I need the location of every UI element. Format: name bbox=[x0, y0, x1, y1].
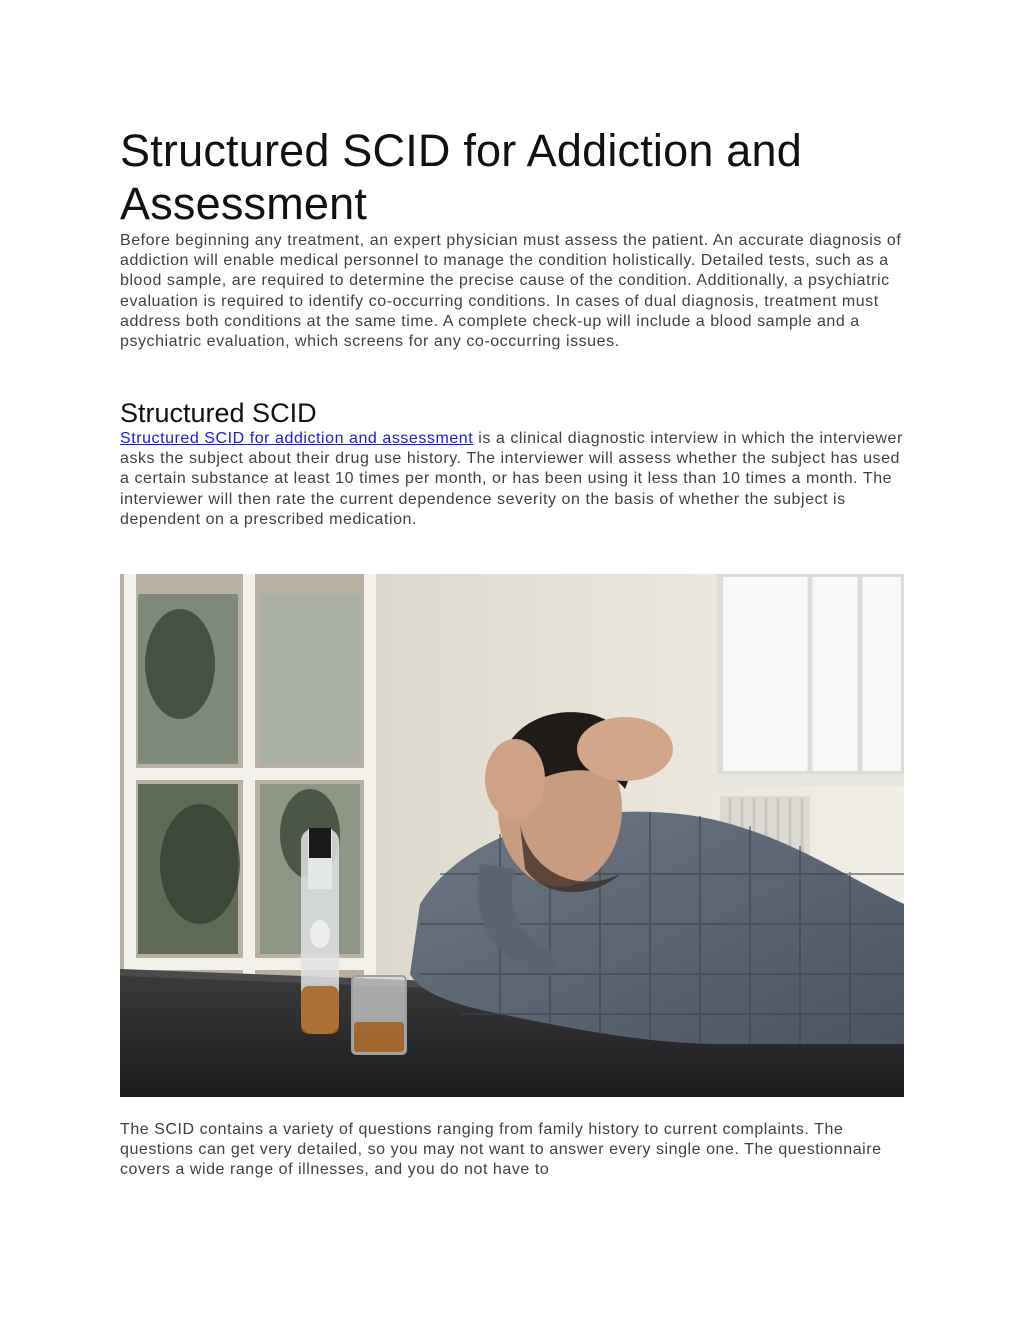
scid-link[interactable]: Structured SCID for addiction and assessment bbox=[120, 430, 474, 447]
scid-paragraph bbox=[120, 429, 910, 530]
man-drinking-photo bbox=[120, 574, 904, 1097]
section-heading: Structured SCID bbox=[120, 398, 317, 428]
scid-paragraph-text: is a clinical diagnostic interview in which the interviewer asks the subject about their drug use history. The interviewer will assess whether the subject has used a certain substance at least 10 times per month, or has been using it less than 10 times a month. The interviewer will then rate the current dependence severity on the basis of whether the subject is dependent on a prescribed medication. bbox=[120, 430, 903, 528]
intro-paragraph: Before beginning any treatment, an expert physician must assess the patient. An accurate diagnosis of addiction will enable medical personnel to manage the condition holistically. Detailed tests, such as a blood sample, are required to determine the precise cause of the condition. Additionally, a psychiatric evaluation is required to identify co-occurring conditions. In cases of dual diagnosis, treatment must address both conditions at the same time. A complete check-up will include a blood sample and a psychiatric evaluation, which screens for any co-occurring issues. bbox=[120, 232, 902, 351]
page-title: Structured SCID for Addiction and Assessment bbox=[120, 125, 802, 229]
photo-illustration bbox=[120, 574, 904, 1097]
outro-paragraph: The SCID contains a variety of questions ranging from family history to current complaints. The questions can get very detailed, so you may not want to answer every single one. The questionnaire covers a wide range of illnesses, and you do not have to bbox=[120, 1121, 882, 1179]
